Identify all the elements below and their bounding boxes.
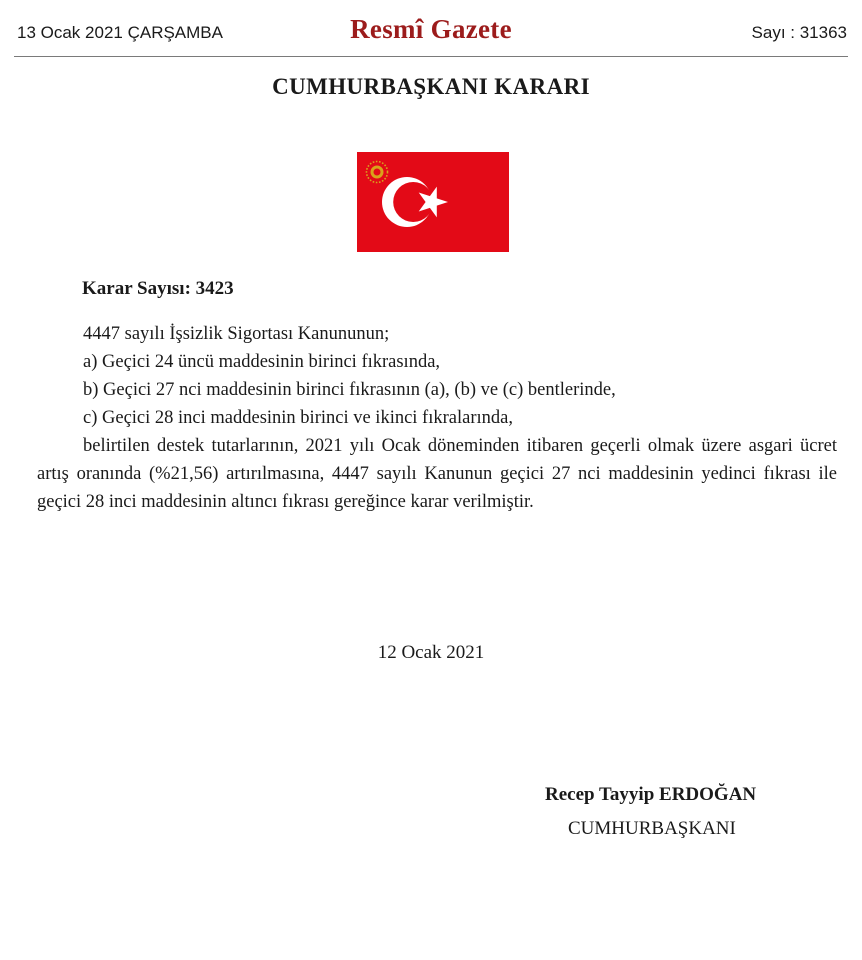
gazette-masthead: Resmî Gazete — [350, 14, 512, 44]
gazette-header — [0, 0, 862, 58]
law-reference-line: 4447 sayılı İşsizlik Sigortası Kanununun; — [83, 324, 390, 344]
clause-b: b) Geçici 27 nci maddesinin birinci fıkrasının (a), (b) ve (c) bentlerinde, — [83, 380, 616, 400]
clause-c: c) Geçici 28 inci maddesinin birinci ve ikinci fıkralarında, — [83, 408, 513, 428]
signer-title: CUMHURBAŞKANI — [568, 818, 736, 839]
signer-name: Recep Tayyip ERDOĞAN — [545, 784, 757, 805]
header-date: 13 Ocak 2021 ÇARŞAMBA — [17, 23, 223, 42]
header-divider — [14, 56, 848, 57]
decision-date: 12 Ocak 2021 — [377, 642, 485, 663]
document-title: CUMHURBAŞKANI KARARI — [272, 74, 590, 99]
issue-number: Sayı : 31363 — [751, 23, 847, 42]
decision-body — [37, 320, 837, 516]
decision-paragraph: belirtilen destek tutarlarının, 2021 yılı Ocak döneminden itibaren geçerli olmak üzere asgari ücret artış oranında (%21,56) artırılmasına, 4447 sayılı Kanunun geçici 27 nci maddesinin yedinci fıkrası ile geçici 28 inci maddesinin altıncı fıkrası gereğince karar verilmiştir. — [37, 436, 837, 512]
decision-number: Karar Sayısı: 3423 — [82, 278, 234, 299]
clause-a: a) Geçici 24 üncü maddesinin birinci fıkrasında, — [83, 352, 441, 372]
turkish-flag-icon — [357, 152, 509, 252]
